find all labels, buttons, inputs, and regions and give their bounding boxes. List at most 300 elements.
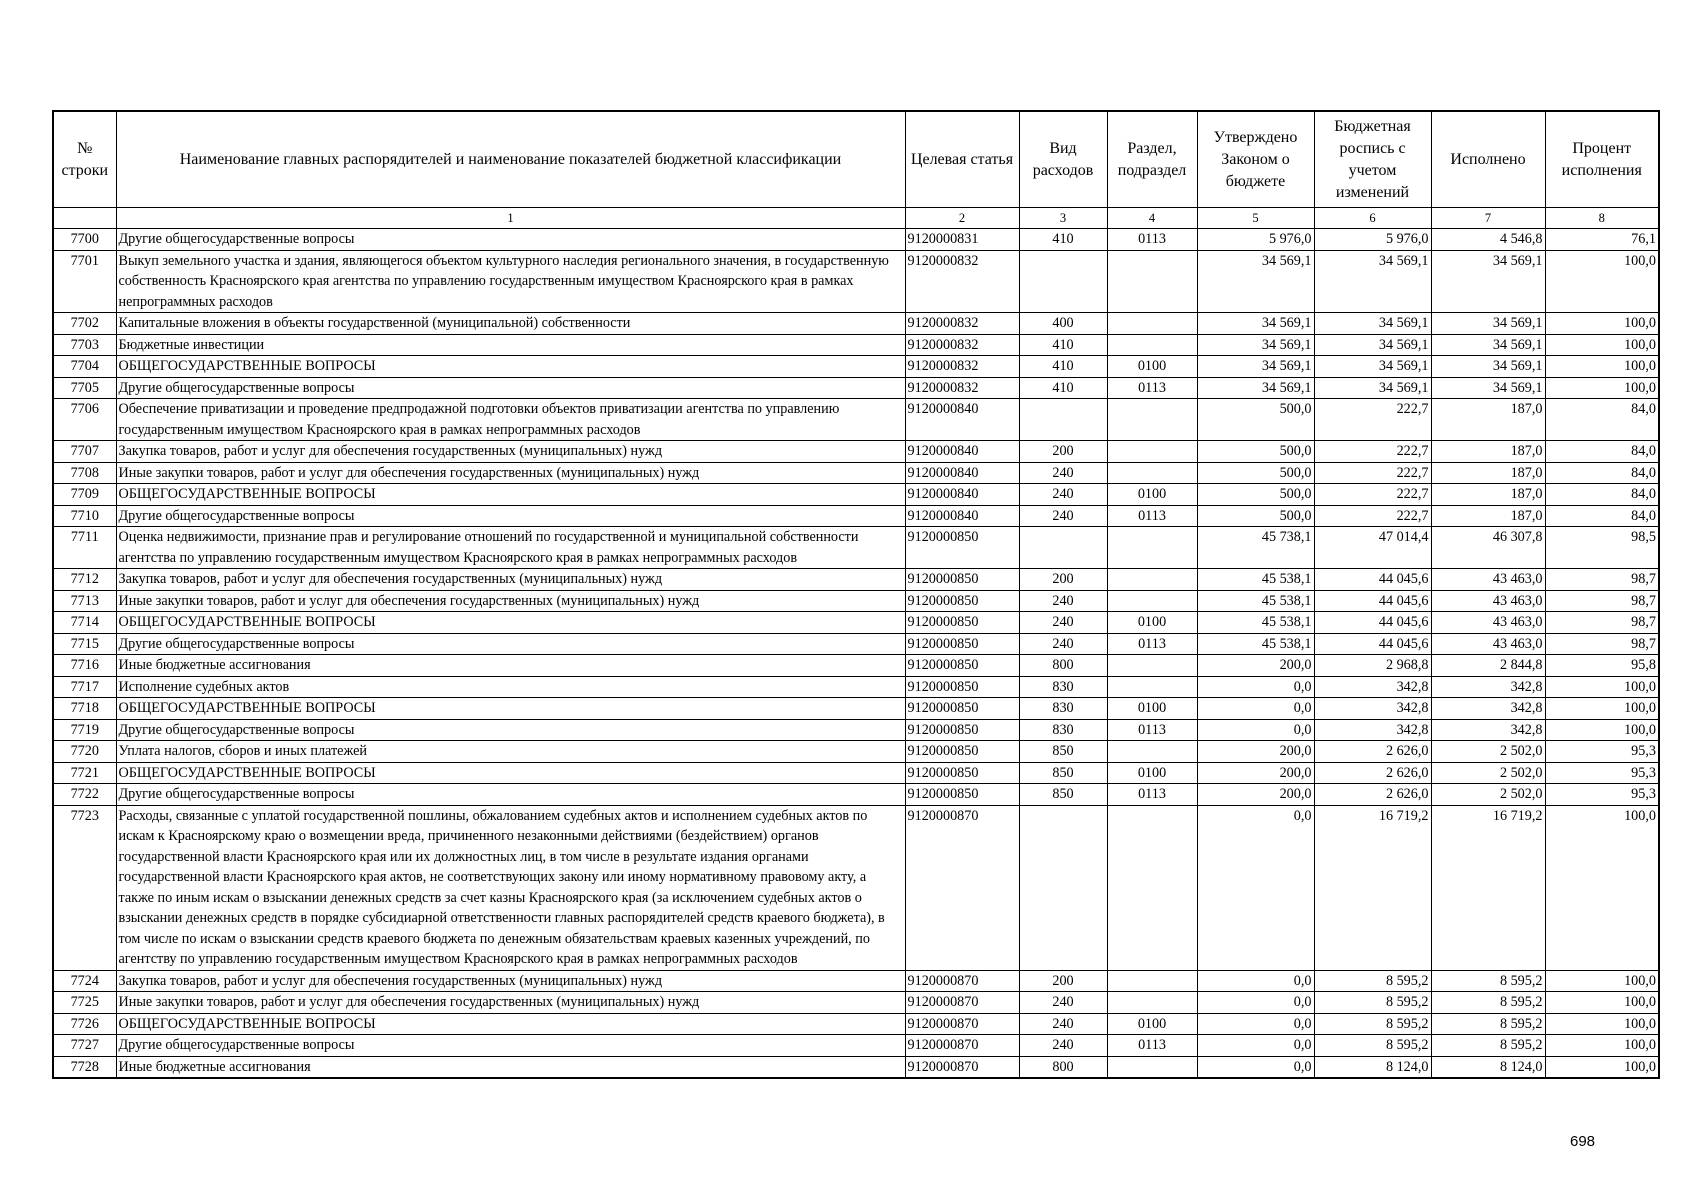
row-percent: 100,0 xyxy=(1545,698,1659,720)
table-row xyxy=(53,655,1659,677)
row-number: 7713 xyxy=(53,590,116,612)
column-number: 3 xyxy=(1019,208,1107,229)
row-target-article: 9120000840 xyxy=(905,462,1019,484)
row-approved: 200,0 xyxy=(1197,762,1314,784)
row-name: ОБЩЕГОСУДАРСТВЕННЫЕ ВОПРОСЫ xyxy=(116,356,905,378)
row-number: 7720 xyxy=(53,741,116,763)
row-executed: 8 595,2 xyxy=(1431,1013,1545,1035)
table-row xyxy=(53,399,1659,441)
row-budget-schedule: 222,7 xyxy=(1314,505,1431,527)
row-target-article: 9120000850 xyxy=(905,590,1019,612)
row-section: 0113 xyxy=(1107,377,1197,399)
row-executed: 187,0 xyxy=(1431,462,1545,484)
table-row xyxy=(53,762,1659,784)
table-row xyxy=(53,505,1659,527)
row-executed: 34 569,1 xyxy=(1431,377,1545,399)
row-number: 7716 xyxy=(53,655,116,677)
row-percent: 84,0 xyxy=(1545,505,1659,527)
row-executed: 43 463,0 xyxy=(1431,612,1545,634)
row-expense-type: 850 xyxy=(1019,784,1107,806)
budget-execution-table xyxy=(52,110,1660,1079)
row-section xyxy=(1107,441,1197,463)
table-row xyxy=(53,441,1659,463)
row-target-article: 9120000870 xyxy=(905,992,1019,1014)
row-number: 7723 xyxy=(53,805,116,970)
row-approved: 45 538,1 xyxy=(1197,569,1314,591)
column-number: 5 xyxy=(1197,208,1314,229)
row-percent: 100,0 xyxy=(1545,1035,1659,1057)
row-number: 7726 xyxy=(53,1013,116,1035)
row-executed: 43 463,0 xyxy=(1431,633,1545,655)
row-name: ОБЩЕГОСУДАРСТВЕННЫЕ ВОПРОСЫ xyxy=(116,762,905,784)
row-target-article: 9120000870 xyxy=(905,970,1019,992)
row-target-article: 9120000850 xyxy=(905,655,1019,677)
row-name: Иные бюджетные ассигнования xyxy=(116,655,905,677)
row-expense-type: 200 xyxy=(1019,569,1107,591)
row-budget-schedule: 44 045,6 xyxy=(1314,633,1431,655)
row-expense-type: 850 xyxy=(1019,741,1107,763)
row-executed: 342,8 xyxy=(1431,719,1545,741)
row-section xyxy=(1107,805,1197,970)
row-name: Исполнение судебных актов xyxy=(116,676,905,698)
header-row-number: № строки xyxy=(53,111,116,208)
row-executed: 187,0 xyxy=(1431,505,1545,527)
row-expense-type: 410 xyxy=(1019,356,1107,378)
row-percent: 95,3 xyxy=(1545,741,1659,763)
row-expense-type: 240 xyxy=(1019,484,1107,506)
row-target-article: 9120000832 xyxy=(905,313,1019,335)
row-name: Выкуп земельного участка и здания, являющегося объектом культурного наследия регионального значения, в государственную собственность Красноярского края агентства по управлению государственным имуществом Красноярского края в рамках непрограммных расходов xyxy=(116,250,905,313)
row-name: Бюджетные инвестиции xyxy=(116,334,905,356)
row-budget-schedule: 222,7 xyxy=(1314,441,1431,463)
row-section xyxy=(1107,741,1197,763)
row-section xyxy=(1107,313,1197,335)
row-section: 0113 xyxy=(1107,784,1197,806)
row-budget-schedule: 8 595,2 xyxy=(1314,1013,1431,1035)
table-row xyxy=(53,676,1659,698)
row-number: 7701 xyxy=(53,250,116,313)
row-percent: 98,7 xyxy=(1545,569,1659,591)
row-target-article: 9120000840 xyxy=(905,441,1019,463)
page-number: 698 xyxy=(1570,1133,1596,1150)
row-name: Другие общегосударственные вопросы xyxy=(116,505,905,527)
row-budget-schedule: 222,7 xyxy=(1314,484,1431,506)
row-approved: 0,0 xyxy=(1197,719,1314,741)
column-number: 2 xyxy=(905,208,1019,229)
row-section: 0100 xyxy=(1107,484,1197,506)
row-executed: 342,8 xyxy=(1431,698,1545,720)
row-target-article: 9120000850 xyxy=(905,698,1019,720)
row-number: 7715 xyxy=(53,633,116,655)
row-section xyxy=(1107,590,1197,612)
row-budget-schedule: 47 014,4 xyxy=(1314,527,1431,569)
row-approved: 0,0 xyxy=(1197,1035,1314,1057)
row-approved: 0,0 xyxy=(1197,676,1314,698)
row-approved: 34 569,1 xyxy=(1197,313,1314,335)
row-percent: 100,0 xyxy=(1545,992,1659,1014)
table-row xyxy=(53,377,1659,399)
row-percent: 84,0 xyxy=(1545,484,1659,506)
row-executed: 342,8 xyxy=(1431,676,1545,698)
row-executed: 34 569,1 xyxy=(1431,334,1545,356)
row-percent: 100,0 xyxy=(1545,250,1659,313)
row-percent: 100,0 xyxy=(1545,1056,1659,1078)
row-budget-schedule: 34 569,1 xyxy=(1314,313,1431,335)
row-target-article: 9120000832 xyxy=(905,250,1019,313)
row-approved: 200,0 xyxy=(1197,655,1314,677)
table-row xyxy=(53,784,1659,806)
row-expense-type: 830 xyxy=(1019,719,1107,741)
row-executed: 2 844,8 xyxy=(1431,655,1545,677)
row-approved: 200,0 xyxy=(1197,784,1314,806)
row-section: 0113 xyxy=(1107,719,1197,741)
row-budget-schedule: 44 045,6 xyxy=(1314,612,1431,634)
row-section: 0113 xyxy=(1107,1035,1197,1057)
row-budget-schedule: 342,8 xyxy=(1314,719,1431,741)
row-section xyxy=(1107,250,1197,313)
row-target-article: 9120000850 xyxy=(905,569,1019,591)
row-name: Капитальные вложения в объекты государственной (муниципальной) собственности xyxy=(116,313,905,335)
row-expense-type: 850 xyxy=(1019,762,1107,784)
row-budget-schedule: 342,8 xyxy=(1314,698,1431,720)
header-executed: Исполнено xyxy=(1431,111,1545,208)
row-expense-type: 240 xyxy=(1019,462,1107,484)
row-percent: 84,0 xyxy=(1545,462,1659,484)
row-name: Другие общегосударственные вопросы xyxy=(116,784,905,806)
row-budget-schedule: 34 569,1 xyxy=(1314,377,1431,399)
row-expense-type: 830 xyxy=(1019,698,1107,720)
row-expense-type: 240 xyxy=(1019,590,1107,612)
row-expense-type: 240 xyxy=(1019,992,1107,1014)
row-approved: 0,0 xyxy=(1197,805,1314,970)
row-number: 7708 xyxy=(53,462,116,484)
row-number: 7712 xyxy=(53,569,116,591)
row-executed: 46 307,8 xyxy=(1431,527,1545,569)
row-expense-type: 200 xyxy=(1019,441,1107,463)
row-budget-schedule: 8 595,2 xyxy=(1314,992,1431,1014)
row-number: 7727 xyxy=(53,1035,116,1057)
row-name: Расходы, связанные с уплатой государственной пошлины, обжалованием судебных актов и исполнением судебных актов по искам к Красноярскому краю о возмещении вреда, причиненного незаконными действиями (бездействием) органов государственной власти Красноярского края или их должностных лиц, в том числе в результате издания органами государственной власти Красноярского края актов, не соответствующих закону или иному нормативному правовому акту, а также по иным искам о взыскании денежных средств за счет казны Красноярского края (за исключением судебных актов о взыскании денежных средств в порядке субсидиарной ответственности главных распорядителей средств краевого бюджета), в том числе по искам о взыскании средств краевого бюджета по денежным обязательствам краевых казенных учреждений, по агентству по управлению государственным имуществом Красноярского края в рамках непрограммных расходов xyxy=(116,805,905,970)
row-executed: 43 463,0 xyxy=(1431,569,1545,591)
row-name: Иные закупки товаров, работ и услуг для обеспечения государственных (муниципальных) нужд xyxy=(116,462,905,484)
row-section xyxy=(1107,970,1197,992)
row-section xyxy=(1107,992,1197,1014)
row-percent: 98,7 xyxy=(1545,633,1659,655)
row-budget-schedule: 8 595,2 xyxy=(1314,1035,1431,1057)
row-approved: 34 569,1 xyxy=(1197,356,1314,378)
row-section xyxy=(1107,462,1197,484)
row-target-article: 9120000840 xyxy=(905,505,1019,527)
row-budget-schedule: 222,7 xyxy=(1314,462,1431,484)
row-approved: 45 538,1 xyxy=(1197,590,1314,612)
row-target-article: 9120000870 xyxy=(905,1035,1019,1057)
row-budget-schedule: 2 626,0 xyxy=(1314,784,1431,806)
row-target-article: 9120000850 xyxy=(905,612,1019,634)
row-expense-type: 240 xyxy=(1019,1035,1107,1057)
row-name: Закупка товаров, работ и услуг для обеспечения государственных (муниципальных) нужд xyxy=(116,970,905,992)
header-budget-schedule: Бюджетная роспись с учетом изменений xyxy=(1314,111,1431,208)
row-percent: 100,0 xyxy=(1545,676,1659,698)
row-target-article: 9120000850 xyxy=(905,527,1019,569)
row-budget-schedule: 34 569,1 xyxy=(1314,356,1431,378)
table-row xyxy=(53,484,1659,506)
row-section xyxy=(1107,655,1197,677)
row-executed: 8 595,2 xyxy=(1431,970,1545,992)
header-section: Раздел, подраздел xyxy=(1107,111,1197,208)
row-number: 7718 xyxy=(53,698,116,720)
row-budget-schedule: 8 124,0 xyxy=(1314,1056,1431,1078)
row-target-article: 9120000840 xyxy=(905,484,1019,506)
table-row xyxy=(53,313,1659,335)
row-budget-schedule: 342,8 xyxy=(1314,676,1431,698)
row-expense-type: 240 xyxy=(1019,1013,1107,1035)
table-body xyxy=(53,229,1659,1079)
row-name: Уплата налогов, сборов и иных платежей xyxy=(116,741,905,763)
row-approved: 34 569,1 xyxy=(1197,377,1314,399)
row-name: Обеспечение приватизации и проведение предпродажной подготовки объектов приватизации агентства по управлению государственным имуществом Красноярского края в рамках непрограммных расходов xyxy=(116,399,905,441)
row-percent: 100,0 xyxy=(1545,1013,1659,1035)
row-section: 0100 xyxy=(1107,1013,1197,1035)
row-budget-schedule: 8 595,2 xyxy=(1314,970,1431,992)
row-expense-type: 410 xyxy=(1019,229,1107,251)
row-section: 0113 xyxy=(1107,633,1197,655)
column-number: 1 xyxy=(116,208,905,229)
row-expense-type: 830 xyxy=(1019,676,1107,698)
row-percent: 76,1 xyxy=(1545,229,1659,251)
row-target-article: 9120000850 xyxy=(905,762,1019,784)
row-executed: 4 546,8 xyxy=(1431,229,1545,251)
row-number: 7717 xyxy=(53,676,116,698)
row-percent: 95,3 xyxy=(1545,784,1659,806)
row-approved: 500,0 xyxy=(1197,399,1314,441)
row-approved: 34 569,1 xyxy=(1197,250,1314,313)
row-percent: 100,0 xyxy=(1545,313,1659,335)
row-percent: 100,0 xyxy=(1545,805,1659,970)
row-section xyxy=(1107,399,1197,441)
row-name: ОБЩЕГОСУДАРСТВЕННЫЕ ВОПРОСЫ xyxy=(116,698,905,720)
row-executed: 187,0 xyxy=(1431,441,1545,463)
row-expense-type: 800 xyxy=(1019,1056,1107,1078)
table-row xyxy=(53,805,1659,970)
row-executed: 34 569,1 xyxy=(1431,250,1545,313)
row-expense-type xyxy=(1019,399,1107,441)
row-number: 7719 xyxy=(53,719,116,741)
row-executed: 2 502,0 xyxy=(1431,741,1545,763)
row-target-article: 9120000850 xyxy=(905,719,1019,741)
column-number-row xyxy=(53,208,1659,229)
row-percent: 98,7 xyxy=(1545,612,1659,634)
row-name: Оценка недвижимости, признание прав и регулирование отношений по государственной и муниципальной собственности агентства по управлению государственным имуществом Красноярского края в рамках непрограммных расходов xyxy=(116,527,905,569)
row-expense-type: 200 xyxy=(1019,970,1107,992)
row-executed: 43 463,0 xyxy=(1431,590,1545,612)
row-expense-type: 240 xyxy=(1019,505,1107,527)
table-row xyxy=(53,970,1659,992)
row-name: Закупка товаров, работ и услуг для обеспечения государственных (муниципальных) нужд xyxy=(116,569,905,591)
row-budget-schedule: 2 968,8 xyxy=(1314,655,1431,677)
row-percent: 100,0 xyxy=(1545,377,1659,399)
table-row xyxy=(53,1035,1659,1057)
row-executed: 2 502,0 xyxy=(1431,784,1545,806)
row-expense-type: 240 xyxy=(1019,612,1107,634)
header-expense-type: Вид расходов xyxy=(1019,111,1107,208)
table-row xyxy=(53,462,1659,484)
row-number: 7721 xyxy=(53,762,116,784)
row-target-article: 9120000840 xyxy=(905,399,1019,441)
row-budget-schedule: 16 719,2 xyxy=(1314,805,1431,970)
row-target-article: 9120000831 xyxy=(905,229,1019,251)
row-section: 0113 xyxy=(1107,505,1197,527)
row-percent: 98,5 xyxy=(1545,527,1659,569)
table-row xyxy=(53,719,1659,741)
row-target-article: 9120000832 xyxy=(905,356,1019,378)
row-percent: 95,3 xyxy=(1545,762,1659,784)
header-target-article: Целевая статья xyxy=(905,111,1019,208)
row-budget-schedule: 2 626,0 xyxy=(1314,762,1431,784)
row-budget-schedule: 44 045,6 xyxy=(1314,569,1431,591)
row-target-article: 9120000870 xyxy=(905,805,1019,970)
table-row xyxy=(53,356,1659,378)
row-section xyxy=(1107,334,1197,356)
table-header-row xyxy=(53,111,1659,208)
row-executed: 34 569,1 xyxy=(1431,313,1545,335)
row-target-article: 9120000850 xyxy=(905,784,1019,806)
row-name: Другие общегосударственные вопросы xyxy=(116,719,905,741)
row-approved: 45 538,1 xyxy=(1197,633,1314,655)
row-percent: 98,7 xyxy=(1545,590,1659,612)
row-section: 0100 xyxy=(1107,698,1197,720)
row-approved: 34 569,1 xyxy=(1197,334,1314,356)
row-expense-type xyxy=(1019,805,1107,970)
row-percent: 84,0 xyxy=(1545,399,1659,441)
row-section: 0113 xyxy=(1107,229,1197,251)
row-budget-schedule: 34 569,1 xyxy=(1314,250,1431,313)
row-executed: 187,0 xyxy=(1431,399,1545,441)
row-section: 0100 xyxy=(1107,762,1197,784)
table-row xyxy=(53,741,1659,763)
table-row xyxy=(53,1056,1659,1078)
table-row xyxy=(53,569,1659,591)
row-target-article: 9120000832 xyxy=(905,334,1019,356)
row-name: Другие общегосударственные вопросы xyxy=(116,633,905,655)
row-number: 7725 xyxy=(53,992,116,1014)
row-number: 7703 xyxy=(53,334,116,356)
row-number: 7722 xyxy=(53,784,116,806)
row-approved: 0,0 xyxy=(1197,1013,1314,1035)
row-number: 7724 xyxy=(53,970,116,992)
table-row xyxy=(53,250,1659,313)
row-name: Иные бюджетные ассигнования xyxy=(116,1056,905,1078)
table-row xyxy=(53,1013,1659,1035)
table-row xyxy=(53,698,1659,720)
row-percent: 84,0 xyxy=(1545,441,1659,463)
column-number: 4 xyxy=(1107,208,1197,229)
row-name: ОБЩЕГОСУДАРСТВЕННЫЕ ВОПРОСЫ xyxy=(116,612,905,634)
row-name: Другие общегосударственные вопросы xyxy=(116,1035,905,1057)
row-expense-type: 240 xyxy=(1019,633,1107,655)
row-approved: 0,0 xyxy=(1197,1056,1314,1078)
row-approved: 500,0 xyxy=(1197,484,1314,506)
row-budget-schedule: 44 045,6 xyxy=(1314,590,1431,612)
row-percent: 95,8 xyxy=(1545,655,1659,677)
row-number: 7705 xyxy=(53,377,116,399)
row-budget-schedule: 5 976,0 xyxy=(1314,229,1431,251)
header-percent: Процент исполнения xyxy=(1545,111,1659,208)
row-approved: 200,0 xyxy=(1197,741,1314,763)
row-number: 7728 xyxy=(53,1056,116,1078)
row-executed: 8 595,2 xyxy=(1431,1035,1545,1057)
row-budget-schedule: 222,7 xyxy=(1314,399,1431,441)
row-approved: 0,0 xyxy=(1197,970,1314,992)
row-name: ОБЩЕГОСУДАРСТВЕННЫЕ ВОПРОСЫ xyxy=(116,484,905,506)
row-section: 0100 xyxy=(1107,612,1197,634)
row-executed: 8 595,2 xyxy=(1431,992,1545,1014)
row-name: Закупка товаров, работ и услуг для обеспечения государственных (муниципальных) нужд xyxy=(116,441,905,463)
row-budget-schedule: 2 626,0 xyxy=(1314,741,1431,763)
row-name: Иные закупки товаров, работ и услуг для обеспечения государственных (муниципальных) нужд xyxy=(116,590,905,612)
row-executed: 187,0 xyxy=(1431,484,1545,506)
row-name: Иные закупки товаров, работ и услуг для обеспечения государственных (муниципальных) нужд xyxy=(116,992,905,1014)
header-approved: Утверждено Законом о бюджете xyxy=(1197,111,1314,208)
row-number: 7709 xyxy=(53,484,116,506)
row-number: 7707 xyxy=(53,441,116,463)
row-expense-type xyxy=(1019,527,1107,569)
row-number: 7704 xyxy=(53,356,116,378)
row-number: 7710 xyxy=(53,505,116,527)
row-number: 7711 xyxy=(53,527,116,569)
row-target-article: 9120000850 xyxy=(905,741,1019,763)
row-section: 0100 xyxy=(1107,356,1197,378)
table-row xyxy=(53,527,1659,569)
row-target-article: 9120000850 xyxy=(905,633,1019,655)
row-approved: 45 538,1 xyxy=(1197,612,1314,634)
row-executed: 2 502,0 xyxy=(1431,762,1545,784)
row-approved: 500,0 xyxy=(1197,441,1314,463)
row-target-article: 9120000870 xyxy=(905,1056,1019,1078)
row-approved: 0,0 xyxy=(1197,698,1314,720)
row-expense-type: 410 xyxy=(1019,377,1107,399)
table-row xyxy=(53,633,1659,655)
table-row xyxy=(53,334,1659,356)
column-number: 7 xyxy=(1431,208,1545,229)
row-approved: 500,0 xyxy=(1197,505,1314,527)
row-approved: 0,0 xyxy=(1197,992,1314,1014)
row-expense-type: 410 xyxy=(1019,334,1107,356)
row-expense-type xyxy=(1019,250,1107,313)
row-percent: 100,0 xyxy=(1545,719,1659,741)
row-executed: 16 719,2 xyxy=(1431,805,1545,970)
row-approved: 5 976,0 xyxy=(1197,229,1314,251)
table-row xyxy=(53,992,1659,1014)
row-approved: 45 738,1 xyxy=(1197,527,1314,569)
row-expense-type: 400 xyxy=(1019,313,1107,335)
row-percent: 100,0 xyxy=(1545,356,1659,378)
table-row xyxy=(53,590,1659,612)
row-target-article: 9120000850 xyxy=(905,676,1019,698)
column-number-blank xyxy=(53,208,116,229)
row-percent: 100,0 xyxy=(1545,970,1659,992)
header-name: Наименование главных распорядителей и наименование показателей бюджетной классификации xyxy=(116,111,905,208)
row-section xyxy=(1107,676,1197,698)
column-number: 8 xyxy=(1545,208,1659,229)
row-number: 7714 xyxy=(53,612,116,634)
row-percent: 100,0 xyxy=(1545,334,1659,356)
row-name: ОБЩЕГОСУДАРСТВЕННЫЕ ВОПРОСЫ xyxy=(116,1013,905,1035)
row-budget-schedule: 34 569,1 xyxy=(1314,334,1431,356)
row-section xyxy=(1107,1056,1197,1078)
row-section xyxy=(1107,527,1197,569)
row-name: Другие общегосударственные вопросы xyxy=(116,229,905,251)
row-section xyxy=(1107,569,1197,591)
